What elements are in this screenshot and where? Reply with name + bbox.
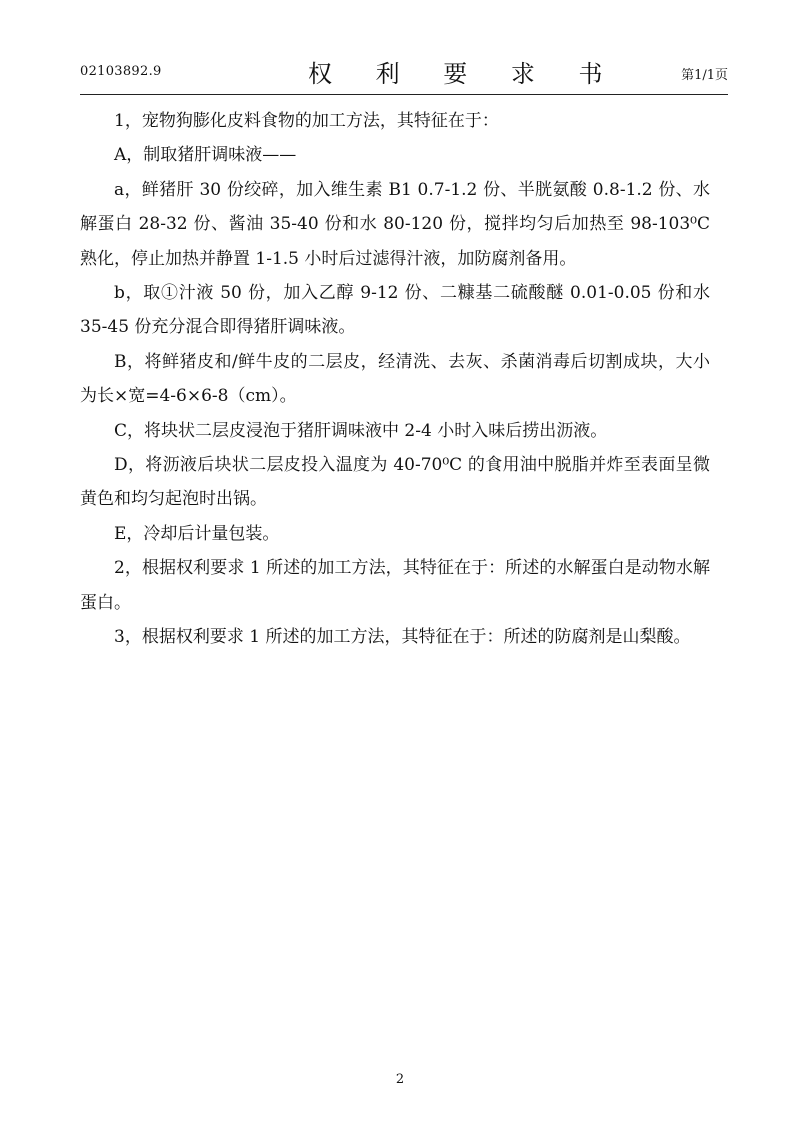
step-a-substep-a: a，鲜猪肝 30 份绞碎，加入维生素 B1 0.7-1.2 份、半胱氨酸 0.8-1.2 份、水解蛋白 28-32 份、酱油 35-40 份和水 80-120 份，搅拌均匀后加热至 98-103⁰C 熟化，停止加热并静置 1-1.5 小时后过滤得汁液，加防腐剂备用。: [80, 179, 710, 269]
claims-body: [80, 104, 710, 655]
page-indicator: 第1/1页: [681, 68, 728, 83]
step-b: B，将鲜猪皮和/鲜牛皮的二层皮，经清洗、去灰、杀菌消毒后切割成块，大小为长×宽=4-6×6-8（cm）。: [80, 351, 710, 407]
claim-3: 3，根据权利要求 1 所述的加工方法，其特征在于：所述的防腐剂是山梨酸。: [114, 627, 691, 648]
application-number: 02103892.9: [80, 64, 162, 79]
page-header: [80, 52, 728, 94]
claim-1-intro: 1，宠物狗膨化皮料食物的加工方法，其特征在于：: [114, 111, 499, 131]
step-d: D，将沥液后块状二层皮投入温度为 40-70⁰C 的食用油中脱脂并炸至表面呈微黄色和均匀起泡时出锅。: [80, 455, 710, 510]
step-c: C，将块状二层皮浸泡于猪肝调味液中 2-4 小时入味后捞出沥液。: [114, 420, 608, 441]
claim-2: 2，根据权利要求 1 所述的加工方法，其特征在于：所述的水解蛋白是动物水解蛋白。: [80, 558, 710, 613]
step-a-substep-b: b，取①汁液 50 份，加入乙醇 9-12 份、二糠基二硫酸醚 0.01-0.05 份和水 35-45 份充分混合即得猪肝调味液。: [80, 283, 710, 338]
step-e: E，冷却后计量包装。: [114, 523, 280, 544]
header-rule: [80, 94, 728, 95]
step-a-heading: A，制取猪肝调味液——: [114, 145, 297, 166]
document-title: 权 利 要 求 书: [308, 60, 621, 88]
page-number: 2: [395, 1072, 405, 1087]
